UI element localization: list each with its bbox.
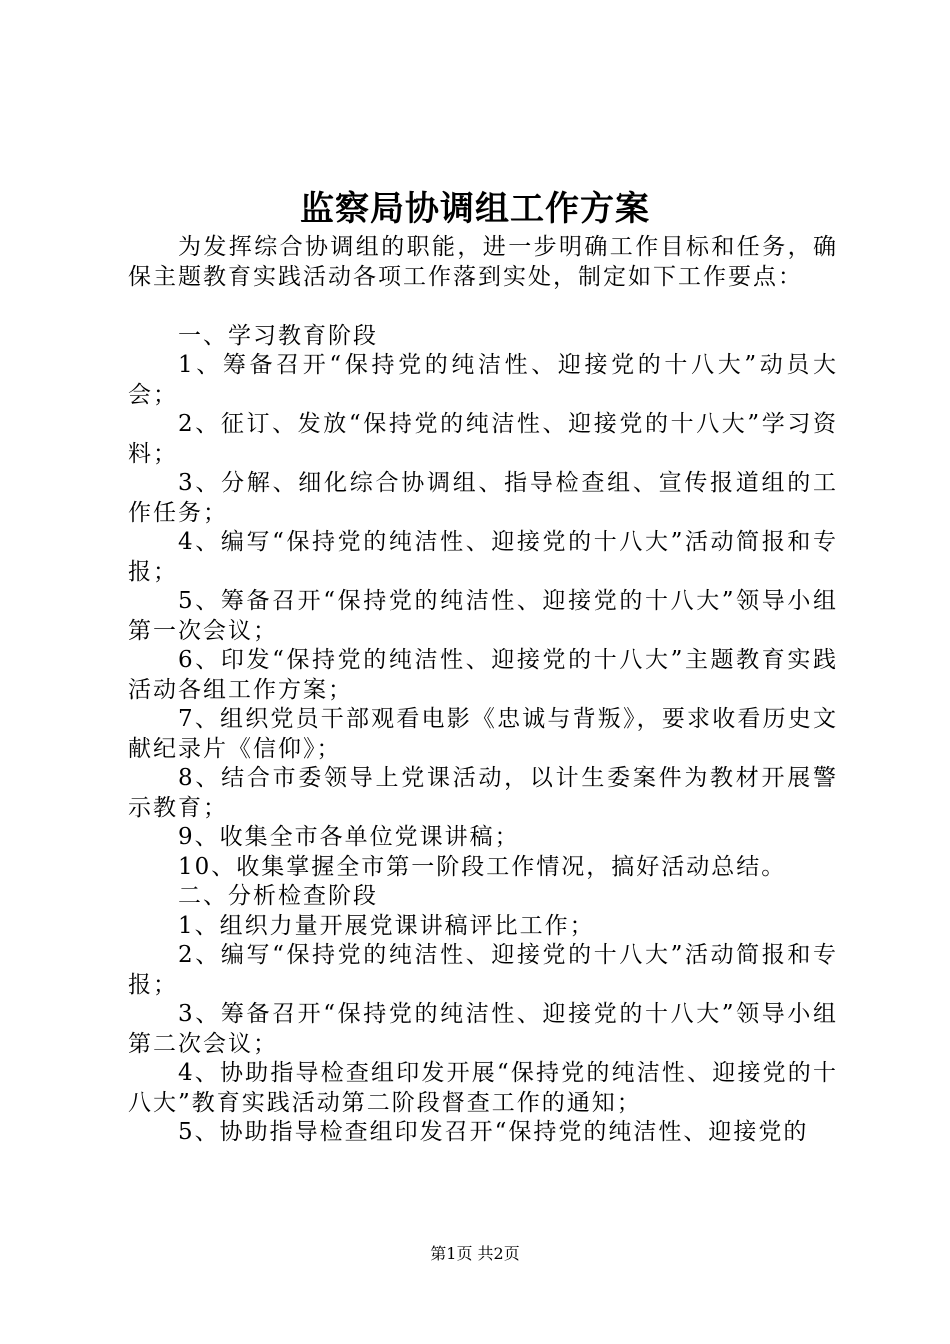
list-item: 8、结合市委领导上党课活动，以计生委案件为教材开展警示教育；: [128, 765, 838, 821]
list-item: 3、分解、细化综合协调组、指导检查组、宣传报道组的工作任务；: [128, 470, 838, 526]
list-item: 1、组织力量开展党课讲稿评比工作；: [178, 912, 595, 939]
list-item: 6、印发“保持党的纯洁性、迎接党的十八大”主题教育实践活动各组工作方案；: [128, 647, 838, 703]
list-item: 5、协助指导检查组印发召开“保持党的纯洁性、迎接党的: [178, 1119, 809, 1145]
list-item: 10、收集掌握全市第一阶段工作情况，搞好活动总结。: [178, 853, 787, 880]
list-item: 4、协助指导检查组印发开展“保持党的纯洁性、迎接党的十八大”教育实践活动第二阶段督查工作的通知；: [128, 1060, 838, 1116]
section-heading: 一、学习教育阶段: [178, 322, 378, 349]
paragraph-spacer: [128, 292, 838, 322]
list-item: 2、编写“保持党的纯洁性、迎接党的十八大”活动简报和专报；: [128, 942, 838, 998]
document-body: [128, 233, 838, 1148]
section-heading: 二、分析检查阶段: [178, 883, 378, 909]
list-item: 5、筹备召开“保持党的纯洁性、迎接党的十八大”领导小组第一次会议；: [128, 588, 838, 644]
list-item: 2、征订、发放“保持党的纯洁性、迎接党的十八大”学习资料；: [128, 411, 838, 467]
list-item: 1、筹备召开“保持党的纯洁性、迎接党的十八大”动员大会；: [128, 352, 838, 408]
page-footer: 第1页 共2页: [430, 1244, 520, 1263]
list-item: 3、筹备召开“保持党的纯洁性、迎接党的十八大”领导小组第二次会议；: [128, 1001, 838, 1057]
list-item: 7、组织党员干部观看电影《忠诚与背叛》，要求收看历史文献纪录片《信仰》；: [128, 706, 838, 762]
document-title: 监察局协调组工作方案: [300, 189, 650, 229]
list-item: 4、编写“保持党的纯洁性、迎接党的十八大”活动简报和专报；: [128, 529, 838, 585]
list-item: 9、收集全市各单位党课讲稿；: [178, 824, 520, 850]
intro-paragraph: 为发挥综合协调组的职能，进一步明确工作目标和任务，确保主题教育实践活动各项工作落到实处，制定如下工作要点：: [128, 234, 838, 290]
